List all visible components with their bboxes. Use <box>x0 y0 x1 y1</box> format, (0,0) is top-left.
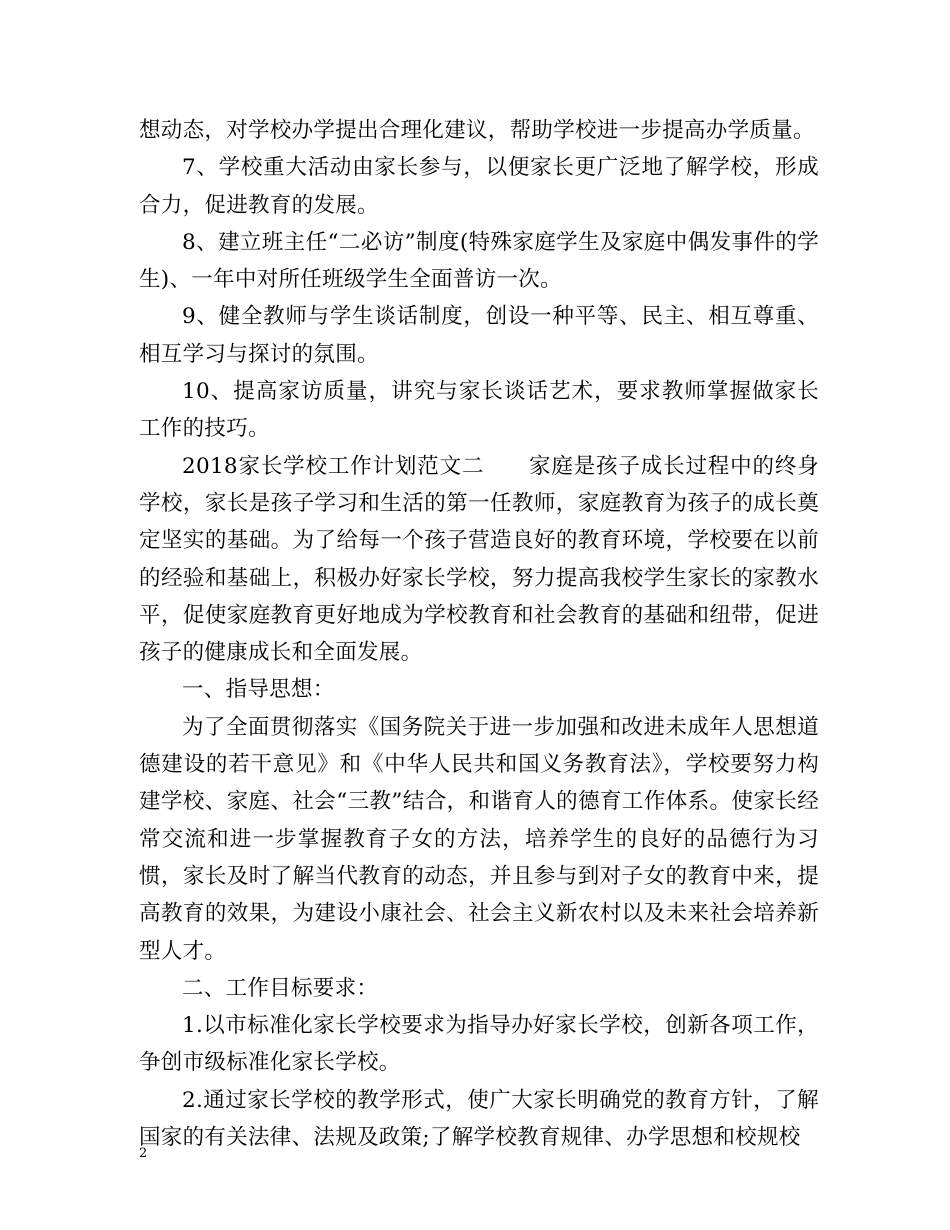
paragraph-2: 7、学校重大活动由家长参与，以便家长更广泛地了解学校，形成合力，促进教育的发展。 <box>139 155 819 218</box>
paragraph-1: 想动态，对学校办学提出合理化建议，帮助学校进一步提高办学质量。 <box>139 118 815 143</box>
section-heading-guiding-thought: 一、指导思想： <box>182 677 335 703</box>
paragraph-10: 1.以市标准化家长学校要求为指导办好家长学校，创新各项工作，争创市级标准化家长学校。 <box>139 1013 819 1076</box>
paragraph-11: 2.通过家长学校的教学形式，使广大家长明确党的教育方针，了解国家的有关法律、法规及政策;了解学校教育规律、办学思想和校规校 <box>139 1087 819 1151</box>
paragraph-8: 为了全面贯彻落实《国务院关于进一步加强和改进未成年人思想道德建设的若干意见》和《中华人民共和国义务教育法》，学校要努力构建学校、家庭、社会“三教”结合，和谐育人的德育工作体系。使家长经常交流和进一步掌握教育子女的方法，培养学生的良好的品德行为习惯，家长及时了解当代教育的动态，并且参与到对子女的教育中来，提高教育的效果，为建设小康社会、社会主义新农村以及未来社会培养新型人才。 <box>139 714 819 964</box>
paragraph-4: 9、健全教师与学生谈话制度，创设一种平等、民主、相互尊重、相互学习与探讨的氛围。 <box>139 304 819 367</box>
page-number: 2 <box>139 1146 148 1161</box>
paragraph-3: 8、建立班主任“二必访”制度(特殊家庭学生及家庭中偶发事件的学生)、一年中对所任班级学生全面普访一次。 <box>139 229 819 293</box>
paragraph-6: 2018家长学校工作计划范文二 家庭是孩子成长过程中的终身学校，家长是孩子学习和生活的第一任教师，家庭教育为孩子的成长奠定坚实的基础。为了给每一个孩子营造良好的教育环境，学校要在以前的经验和基础上，积极办好家长学校，努力提高我校学生家长的家教水平，促使家庭教育更好地成为学校教育和社会教育的基础和纽带，促进孩子的健康成长和全面发展。 <box>139 453 819 666</box>
paragraph-5: 10、提高家访质量，讲究与家长谈话艺术，要求教师掌握做家长工作的技巧。 <box>139 379 819 442</box>
document-body <box>139 112 819 1156</box>
section-heading-work-goals: 二、工作目标要求： <box>182 975 379 1001</box>
